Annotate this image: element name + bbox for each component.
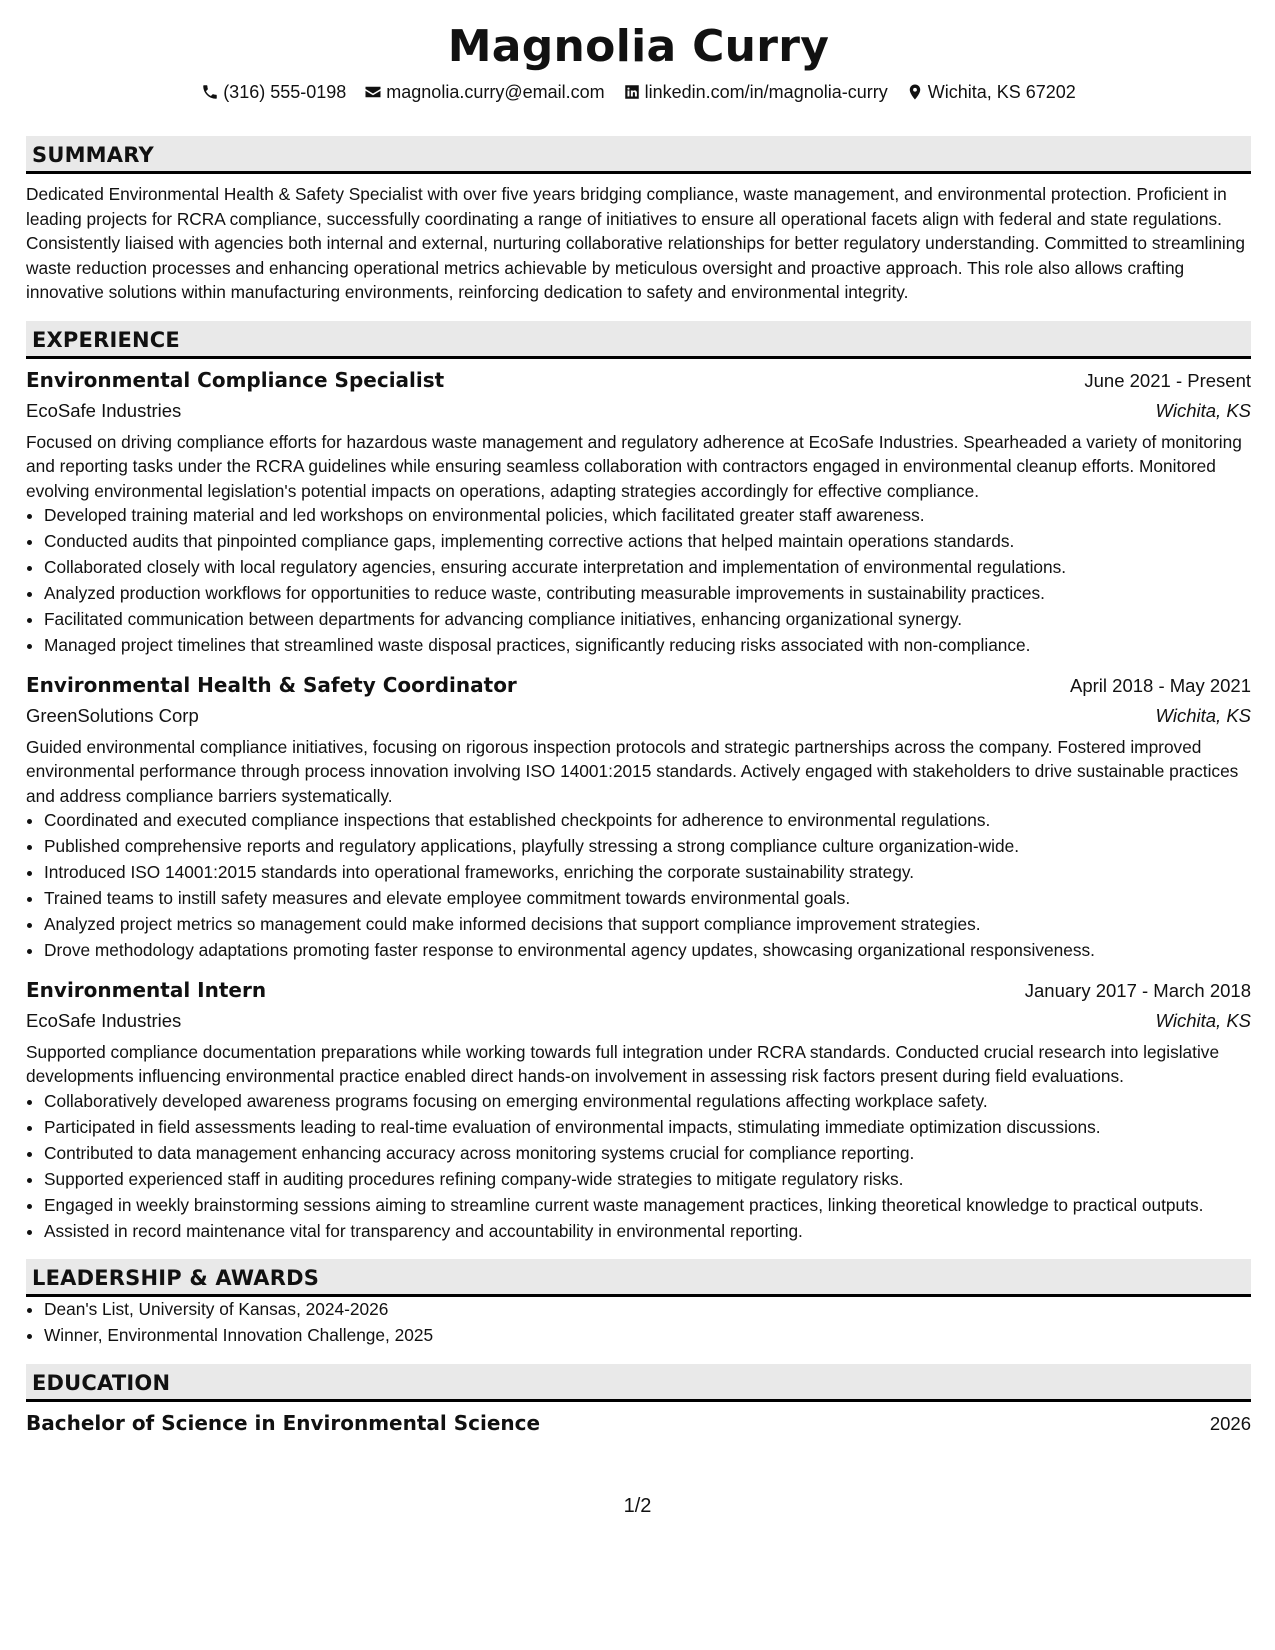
linkedin-text: linkedin.com/in/magnolia-curry <box>644 82 888 102</box>
job-dates: June 2021 - Present <box>1084 369 1251 391</box>
education-heading: EDUCATION <box>26 1364 1251 1402</box>
list-item: • Facilitated communication between departments for advancing compliance initiatives, enhancing organizational synergy. <box>44 607 1251 632</box>
job-company: GreenSolutions Corp <box>26 704 199 726</box>
list-item: • Dean's List, University of Kansas, 2024-2026 <box>44 1297 1251 1322</box>
job-description: Supported compliance documentation preparations while working towards full integration under RCRA standards. Conducted crucial research into legislative developments influencing environmental practice enabled direct hands-on involvement in assessing risk factors present during field evaluations. <box>26 1041 1220 1086</box>
degree: Bachelor of Science in Environmental Science <box>26 1410 541 1435</box>
phone-icon <box>201 83 219 101</box>
job-dates: January 2017 - March 2018 <box>1024 979 1251 1001</box>
job-title: Environmental Health & Safety Coordinator <box>26 672 517 697</box>
job-entry <box>26 670 1251 963</box>
page-number: 1/2 <box>623 1495 652 1517</box>
summary-heading: SUMMARY <box>26 136 1251 174</box>
job-description: Guided environmental compliance initiatives, focusing on rigorous inspection protocols and strategic partnerships across the company. Fostered improved environmental performance through process innovation involving ISO 14001:2015 standards. Actively engaged with stakeholders to drive sustainable practices and address compliance barriers systematically. <box>26 736 1239 806</box>
list-item: • Drove methodology adaptations promoting faster response to environmental agency updates, showcasing organizational responsiveness. <box>44 938 1251 963</box>
list-item: • Published comprehensive reports and regulatory applications, playfully stressing a strong compliance culture organization-wide. <box>44 834 1251 859</box>
list-item: • Assisted in record maintenance vital for transparency and accountability in environmental reporting. <box>44 1219 1251 1244</box>
job-location: Wichita, KS <box>1155 1009 1251 1031</box>
list-item: • Developed training material and led workshops on environmental policies, which facilitated greater staff awareness. <box>44 503 1251 528</box>
job-company: EcoSafe Industries <box>26 1009 182 1031</box>
list-item: • Engaged in weekly brainstorming sessions aiming to streamline current waste management practices, linking theoretical knowledge to practical outputs. <box>44 1193 1251 1218</box>
candidate-name: Magnolia Curry <box>447 21 830 72</box>
list-item: • Conducted audits that pinpointed compliance gaps, implementing corrective actions that helped maintain operations standards. <box>44 529 1251 554</box>
contact-location <box>906 78 1076 106</box>
contact-phone[interactable] <box>201 78 346 106</box>
list-item: • Coordinated and executed compliance inspections that established checkpoints for adherence to environmental regulations. <box>44 808 1251 833</box>
job-bullets <box>26 808 1251 963</box>
job-dates: April 2018 - May 2021 <box>1070 674 1251 696</box>
job-company: EcoSafe Industries <box>26 399 182 421</box>
list-item: • Winner, Environmental Innovation Challenge, 2025 <box>44 1323 1251 1348</box>
contact-bar <box>26 78 1251 106</box>
list-item: • Contributed to data management enhancing accuracy across monitoring systems crucial for compliance reporting. <box>44 1141 1251 1166</box>
list-item: • Analyzed project metrics so management could make informed decisions that support compliance improvement strategies. <box>44 912 1251 937</box>
job-title: Environmental Intern <box>26 977 267 1002</box>
linkedin-icon <box>623 83 641 101</box>
list-item: • Collaborated closely with local regulatory agencies, ensuring accurate interpretation and implementation of environmental regulations. <box>44 555 1251 580</box>
list-item: • Managed project timelines that streamlined waste disposal practices, significantly reducing risks associated with non-compliance. <box>44 633 1251 658</box>
awards-list <box>26 1297 1251 1348</box>
list-item: • Supported experienced staff in auditing procedures refining company-wide strategies to mitigate regulatory risks. <box>44 1167 1251 1192</box>
job-description: Focused on driving compliance efforts for hazardous waste management and regulatory adherence at EcoSafe Industries. Spearheaded a variety of monitoring and reporting tasks under the RCRA guidelines while ensuring seamless collaboration with contractors engaged in environmental cleanup efforts. Monitored evolving environmental legislation's potential impacts on operations, adapting strategies accordingly for effective compliance. <box>26 431 1242 501</box>
graduation-year: 2026 <box>1209 1412 1251 1434</box>
resume-page <box>26 18 1251 1439</box>
envelope-icon <box>364 83 382 101</box>
contact-linkedin[interactable] <box>623 78 888 106</box>
list-item: • Collaboratively developed awareness programs focusing on emerging environmental regulations affecting workplace safety. <box>44 1089 1251 1114</box>
phone-text: (316) 555-0198 <box>223 82 347 102</box>
job-bullets <box>26 503 1251 658</box>
job-bullets <box>26 1089 1251 1244</box>
list-item: • Analyzed production workflows for opportunities to reduce waste, contributing measurable improvements in sustainability practices. <box>44 581 1251 606</box>
location-text: Wichita, KS 67202 <box>927 82 1076 102</box>
summary-text: Dedicated Environmental Health & Safety Specialist with over five years bridging compliance, waste management, and environmental protection. Proficient in leading projects for RCRA compliance, successfully coordinating a range of initiatives to ensure all operational facets align with federal and state regulations. Consistently liaised with agencies both internal and external, nurturing collaborative relationships for better regulatory understanding. Committed to streamlining waste reduction processes and enhancing operational metrics achievable by meticulous oversight and proactive approach. This role also allows crafting innovative solutions within manufacturing environments, reinforcing dedication to safety and environmental integrity. <box>26 184 1245 302</box>
awards-heading: LEADERSHIP & AWARDS <box>26 1259 1251 1297</box>
list-item: • Trained teams to instill safety measures and elevate employee commitment towards environmental goals. <box>44 886 1251 911</box>
email-text: magnolia.curry@email.com <box>386 82 605 102</box>
job-title: Environmental Compliance Specialist <box>26 367 445 392</box>
map-pin-icon <box>906 83 924 101</box>
job-location: Wichita, KS <box>1155 399 1251 421</box>
job-entry <box>26 975 1251 1244</box>
list-item: • Introduced ISO 14001:2015 standards into operational frameworks, enriching the corporate sustainability strategy. <box>44 860 1251 885</box>
job-location: Wichita, KS <box>1155 704 1251 726</box>
contact-email[interactable] <box>364 78 604 106</box>
job-entry <box>26 365 1251 658</box>
experience-heading: EXPERIENCE <box>26 321 1251 359</box>
list-item: • Participated in field assessments leading to real-time evaluation of environmental impacts, stimulating immediate optimization discussions. <box>44 1115 1251 1140</box>
education-entry <box>26 1408 1251 1439</box>
